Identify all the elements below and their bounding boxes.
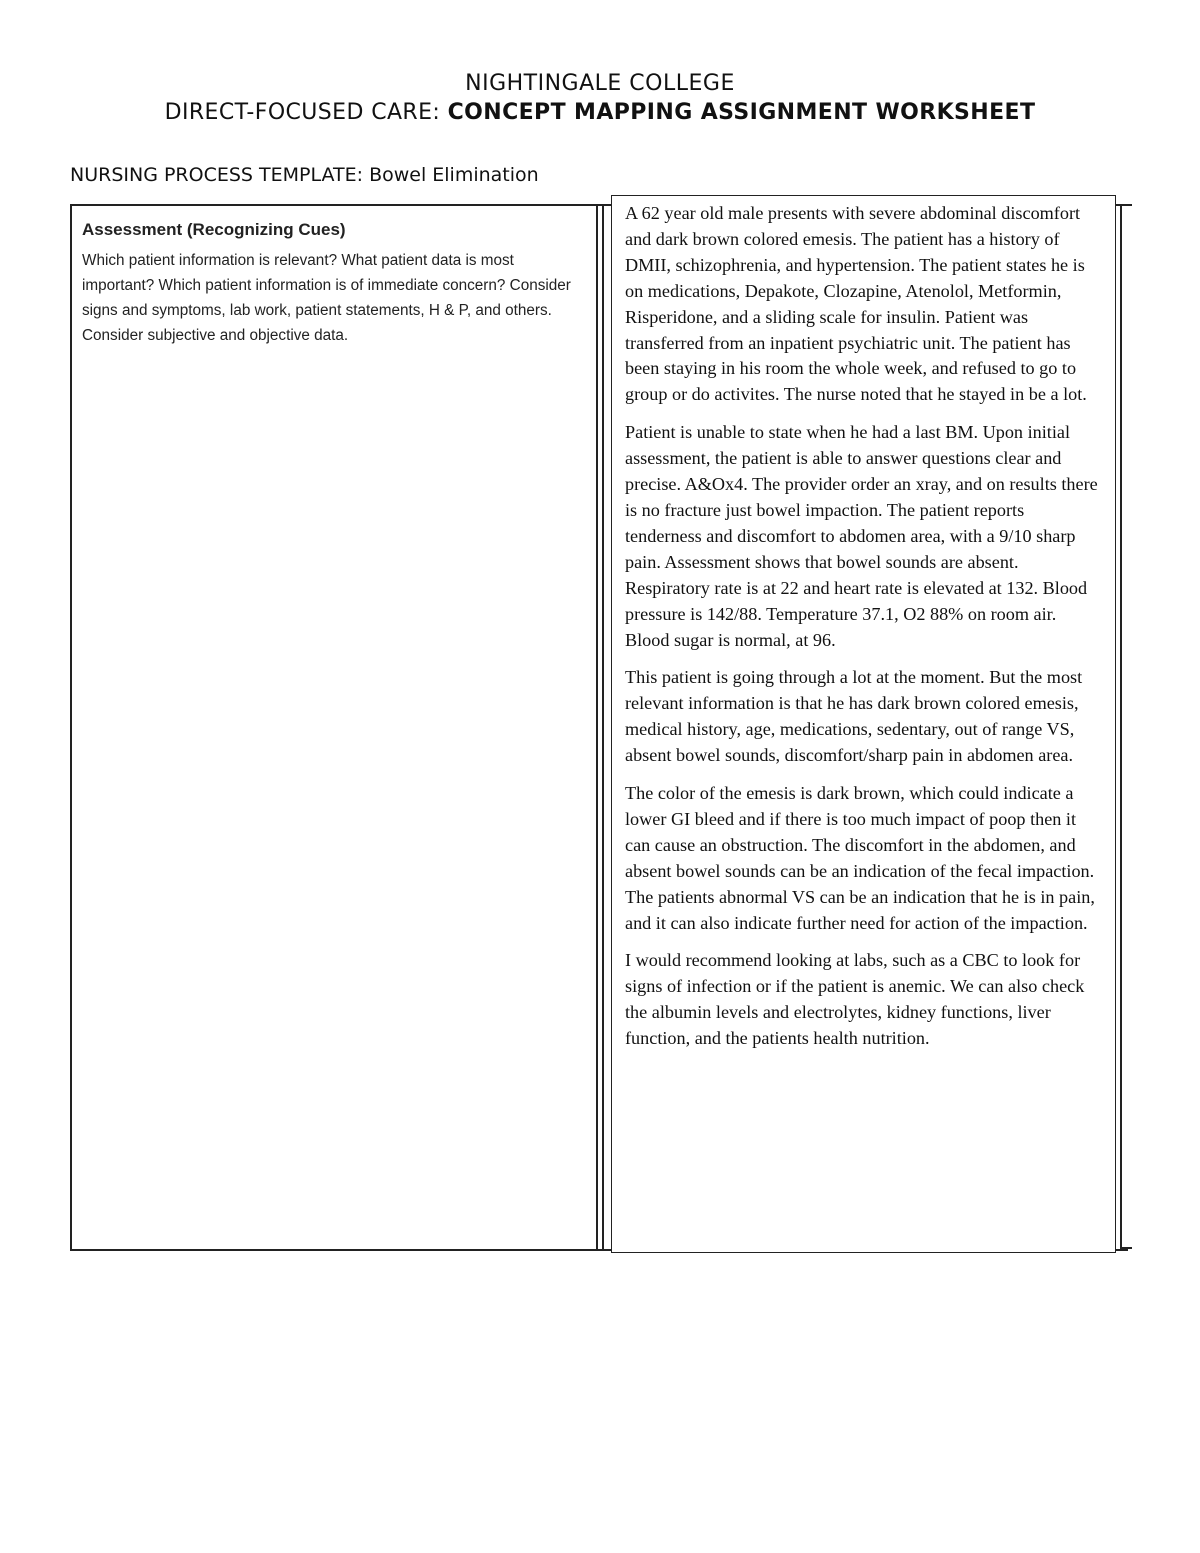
narrative-paragraph: This patient is going through a lot at the moment. But the most relevant information is that he has dark brown colored emesis, medical history, age, medications, sedentary, out of range VS, absent bowel sounds, discomfort/sharp pain in abdomen area. bbox=[625, 667, 1083, 766]
table-right-border bbox=[1120, 206, 1122, 1249]
narrative-paragraph: The color of the emesis is dark brown, which could indicate a lower GI bleed and if there is too much impact of poop then it can cause an obstruction. The discomfort in the abdomen, and absent bowel sounds can be an indication of the fecal impaction. The patients abnormal VS can be an indication that he is in pain, and it can also indicate further need for action of the impaction. bbox=[625, 783, 1095, 933]
patient-narrative-textbox[interactable] bbox=[611, 195, 1116, 1253]
assessment-cell bbox=[70, 206, 598, 1249]
table-divider bbox=[602, 206, 604, 1249]
worksheet-title bbox=[0, 98, 1200, 128]
narrative-paragraph: I would recommend looking at labs, such as a CBC to look for signs of infection or if the patient is anemic. We can also check the albumin levels and electrolytes, kidney functions, liver function, and the patients health nutrition. bbox=[625, 950, 1085, 1049]
college-name: NIGHTINGALE COLLEGE bbox=[465, 71, 735, 96]
nursing-process-template-label: NURSING PROCESS TEMPLATE: Bowel Elimination bbox=[70, 164, 539, 186]
narrative-paragraph: A 62 year old male presents with severe abdominal discomfort and dark brown colored emesis. The patient has a history of DMII, schizophrenia, and hypertension. The patient states he is on medications, Depakote, Clozapine, Atenolol, Metformin, Risperidone, and a sliding scale for insulin. Patient was transferred from an inpatient psychiatric unit. The patient has been staying in his room the whole week, and refused to go to group or do activites. The nurse noted that he stayed in be a lot. bbox=[625, 203, 1087, 405]
worksheet-title-main: CONCEPT MAPPING ASSIGNMENT WORKSHEET bbox=[447, 100, 1036, 125]
worksheet-title-prefix: DIRECT-FOCUSED CARE: bbox=[164, 100, 448, 125]
assessment-prompt: Which patient information is relevant? What patient data is most important? Which patient information is of immediate concern? Consider signs and symptoms, lab work, patient statements, H & P, and others. Consider subjective and objective data. bbox=[82, 252, 571, 344]
page-header bbox=[0, 70, 1200, 128]
narrative-paragraph: Patient is unable to state when he had a last BM. Upon initial assessment, the patient is able to answer questions clear and precise. A&Ox4. The provider order an xray, and on results there is no fracture just bowel impaction. The patient reports tenderness and discomfort to abdomen area, with a 9/10 sharp pain. Assessment shows that bowel sounds are absent. Respiratory rate is at 22 and heart rate is elevated at 132. Blood pressure is 142/88. Temperature 37.1, O2 88% on room air. Blood sugar is normal, at 96. bbox=[625, 422, 1098, 650]
table-corner bbox=[1120, 1247, 1132, 1249]
table-corner bbox=[1120, 204, 1132, 206]
assessment-heading: Assessment (Recognizing Cues) bbox=[82, 220, 346, 239]
